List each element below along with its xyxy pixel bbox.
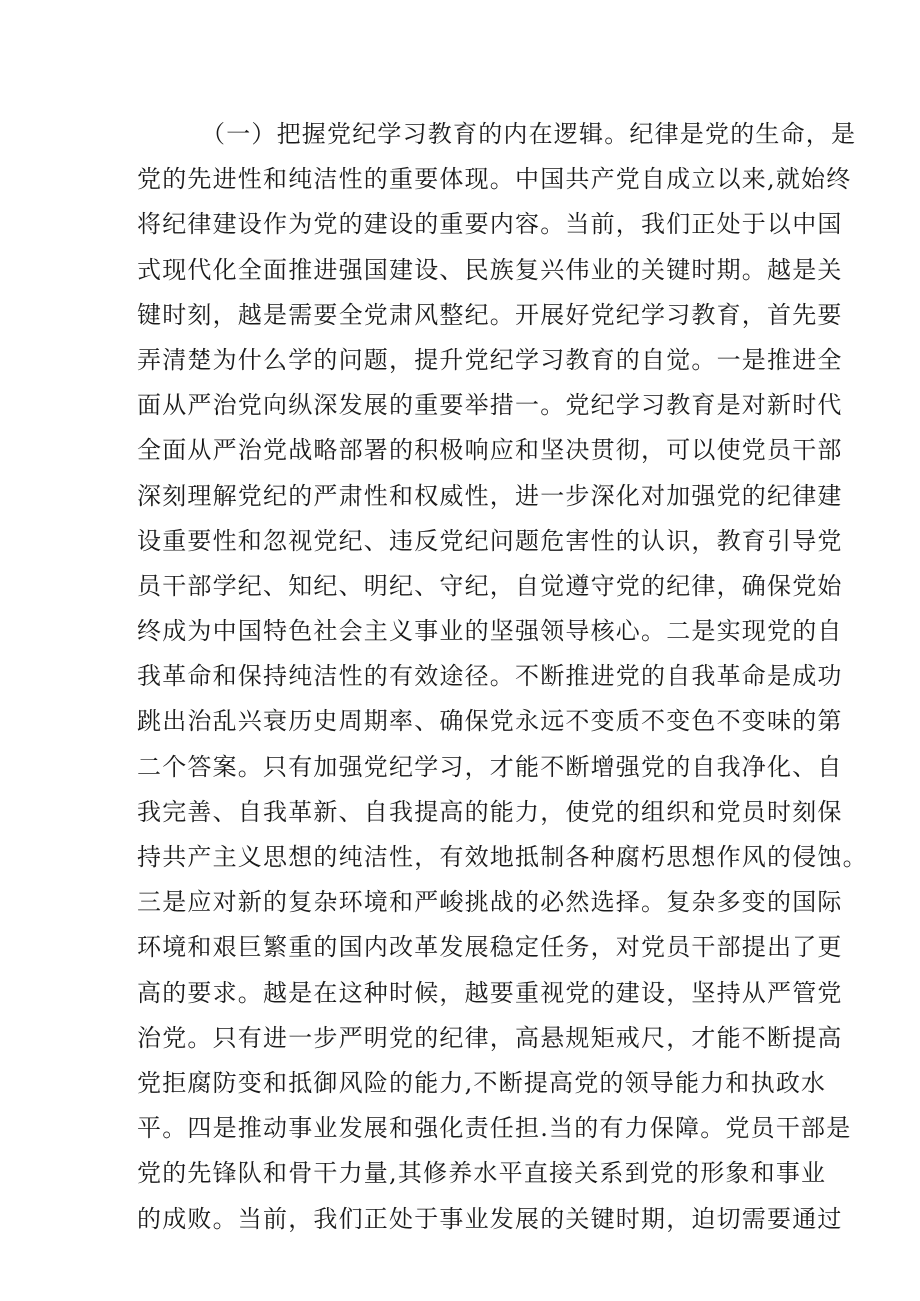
paragraph-line: 键时刻，越是需要全党肃风整纪。开展好党纪学习教育，首先要 [137,300,843,329]
paragraph-line: 将纪律建设作为党的建设的重要内容。当前，我们正处于以中国 [137,210,843,239]
paragraph-line: 弄清楚为什么学的问题，提升党纪学习教育的自觉。一是推进全 [137,345,843,374]
paragraph-line: 二个答案。只有加强党纪学习，才能不断增强党的自我净化、自 [137,752,843,781]
body-paragraph [137,112,868,1242]
paragraph-line: 跳出治乱兴衰历史周期率、确保党永远不变质不变色不变味的第 [137,707,843,736]
paragraph-line: 党的先进性和纯洁性的重要体现。中国共产党自成立以来,就始终 [137,165,852,194]
paragraph-line: 的成败。当前，我们正处于事业发展的关键时期，迫切需要通过 [137,1204,843,1233]
paragraph-line: 式现代化全面推进强国建设、民族复兴伟业的关键时期。越是关 [137,255,843,284]
paragraph-line: 环境和艰巨繁重的国内改革发展稳定任务，对党员干部提出了更 [137,933,843,962]
paragraph-line: 深刻理解党纪的严肃性和权威性，进一步深化对加强党的纪律建 [137,481,843,510]
paragraph-line: 员干部学纪、知纪、明纪、守纪，自觉遵守党的纪律，确保党始 [137,571,843,600]
paragraph-line: 治党。只有进一步严明党的纪律，高悬规矩戒尺，才能不断提高 [137,1023,843,1052]
paragraph-line: 党拒腐防变和抵御风险的能力,不断提高党的领导能力和执政水 [137,1068,827,1097]
paragraph-line: 全面从严治党战略部署的积极响应和坚决贯彻，可以使党员干部 [137,436,843,465]
paragraph-line: 我革命和保持纯洁性的有效途径。不断推进党的自我革命是成功 [137,662,843,691]
paragraph-line: 设重要性和忽视党纪、违反党纪问题危害性的认识，教育引导党 [137,526,843,555]
paragraph-line: 党的先锋队和骨干力量,其修养水平直接关系到党的形象和事业 [137,1159,827,1188]
paragraph-line: 三是应对新的复杂环境和严峻挑战的必然选择。复杂多变的国际 [137,888,843,917]
paragraph-line: 终成为中国特色社会主义事业的坚强领导核心。二是实现党的自 [137,617,843,646]
paragraph-line: （一）把握党纪学习教育的内在逻辑。纪律是党的生命，是 [201,120,857,148]
paragraph-line: 面从严治党向纵深发展的重要举措一。党纪学习教育是对新时代 [137,391,843,420]
paragraph-line: 我完善、自我革新、自我提高的能力，使党的组织和党员时刻保 [137,797,843,826]
paragraph-line: 高的要求。越是在这种时候，越要重视党的建设，坚持从严管党 [137,978,843,1007]
paragraph-line: 持共产主义思想的纯洁性，有效地抵制各种腐朽思想作风的侵蚀。 [137,843,868,871]
paragraph-line: 平。四是推动事业发展和强化责任担.当的有力保障。党员干部是 [137,1114,852,1143]
